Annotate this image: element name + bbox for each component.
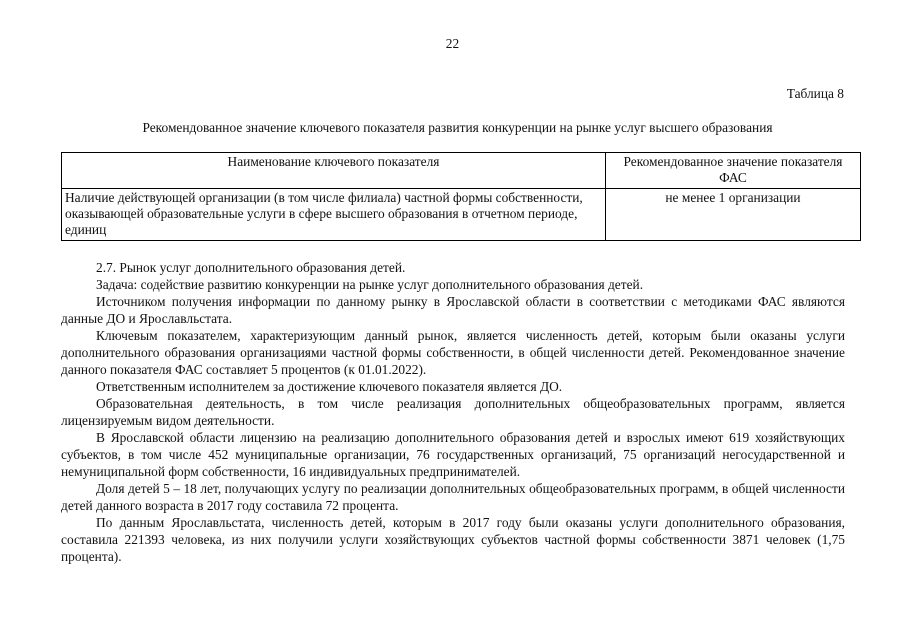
table-row xyxy=(62,189,861,241)
paragraph: Ключевым показателем, характеризующим данный рынок, является численность детей, которым были оказаны услуги дополнительного образования организациями частной формы собственности, в общей численности детей. Рекомендованное значение данного показателя ФАС составляет 5 процентов (к 01.01.2022). xyxy=(61,328,845,377)
table-header-row xyxy=(62,153,861,189)
paragraph: Задача: содействие развитию конкуренции на рынке услуг дополнительного образования детей. xyxy=(96,277,644,292)
table-label: Таблица 8 xyxy=(786,86,844,101)
paragraph: Доля детей 5 – 18 лет, получающих услугу по реализации дополнительных общеобразовательных программ, в общей численности детей данного возраста в 2017 году составила 72 процента. xyxy=(61,481,845,513)
paragraph: Источником получения информации по данному рынку в Ярославской области в соответствии с методиками ФАС являются данные ДО и Ярославльстата. xyxy=(61,294,845,326)
page-number: 22 xyxy=(445,36,460,51)
paragraph: По данным Ярославльстата, численность детей, которым в 2017 году были оказаны услуги дополнительного образования, составила 221393 человека, из них получили услуги хозяйствующих субъектов частной формы собственности 3871 человек (1,75 процента). xyxy=(61,515,845,564)
column-header-value: Рекомендованное значение показателя ФАС xyxy=(606,153,861,189)
body-text xyxy=(61,259,845,565)
paragraph: В Ярославской области лицензию на реализацию дополнительного образования детей и взрослых имеют 619 хозяйствующих субъектов, в том числе 452 муниципальные организации, 76 государственных организаций, 75 организаций негосударственной и немуниципальной форм собственности, 16 индивидуальных предпринимателей. xyxy=(61,430,845,479)
paragraph: Ответственным исполнителем за достижение ключевого показателя является ДО. xyxy=(96,379,563,394)
table-title: Рекомендованное значение ключевого показателя развития конкуренции на рынке услуг высшего образования xyxy=(142,120,773,135)
indicator-cell: Наличие действующей организации (в том числе филиала) частной формы собственности, оказывающей образовательные услуги в сфере высшего образования в отчетном периоде, единиц xyxy=(62,189,606,241)
paragraph-section-heading: 2.7. Рынок услуг дополнительного образования детей. xyxy=(96,260,406,275)
paragraph: Образовательная деятельность, в том числе реализация дополнительных общеобразовательных программ, является лицензируемым видом деятельности. xyxy=(61,396,845,428)
value-cell: не менее 1 организации xyxy=(606,189,861,241)
indicator-table xyxy=(61,152,861,241)
column-header-indicator: Наименование ключевого показателя xyxy=(62,153,606,189)
